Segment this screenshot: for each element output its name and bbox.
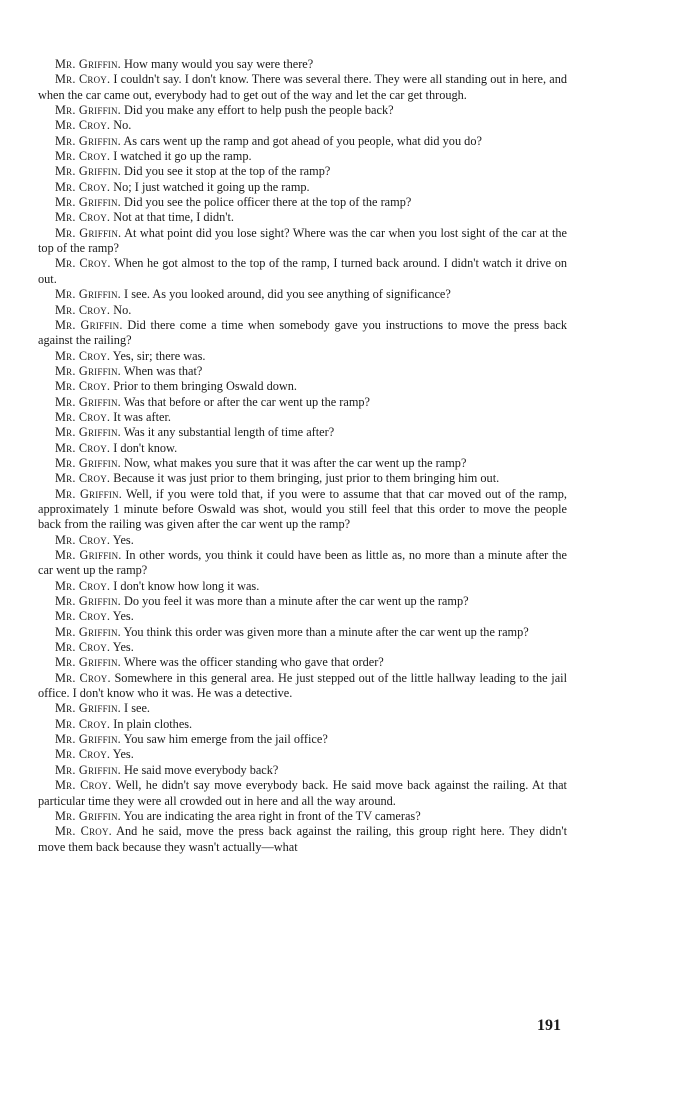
statement-text: Now, what makes you sure that it was after the car went up the ramp? (124, 455, 467, 470)
statement-text: In other words, you think it could have been as little as, no more than a minute after the car went up the ramp? (38, 548, 568, 578)
speaker-name: Mr. Croy. (55, 640, 111, 655)
statement-text: Did you make any effort to help push the people back? (124, 103, 394, 118)
statement-text: I couldn't say. I don't know. There was several there. They were all standing out in here, and when the car came out, everybody had to get out of the way and let the car get through. (38, 72, 567, 102)
speaker-name: Mr. Griffin. (55, 425, 121, 440)
testimony-paragraph (38, 809, 567, 824)
statement-text: Was it any substantial length of time after? (123, 425, 335, 440)
testimony-paragraph (38, 732, 567, 747)
testimony-paragraph (38, 471, 567, 486)
speaker-name: Mr. Griffin. (55, 317, 123, 332)
testimony-paragraph (38, 410, 567, 425)
statement-text: As cars went up the ramp and got ahead of you people, what did you do? (123, 133, 482, 148)
statement-text: Yes. (112, 532, 134, 547)
statement-text: I don't know how long it was. (113, 578, 260, 593)
speaker-name: Mr. Griffin. (55, 762, 121, 777)
statement-text: Yes. (112, 747, 134, 762)
testimony-paragraph (38, 379, 567, 394)
speaker-name: Mr. Griffin. (55, 732, 121, 747)
speaker-name: Mr. Griffin. (55, 287, 121, 302)
speaker-name: Mr. Croy. (55, 440, 111, 455)
statement-text: You saw him emerge from the jail office? (123, 732, 328, 747)
statement-text: Well, if you were told that, if you were to assume that that car moved out of the ramp, approximately 1 minute before Oswald was shot, would you still feel that this order to move the people back from the railing was given after the car went up the ramp? (38, 486, 567, 532)
statement-text: Prior to them bringing Oswald down. (113, 379, 298, 394)
speaker-name: Mr. Croy. (55, 532, 111, 547)
statement-text: I see. (124, 701, 150, 716)
testimony-paragraph (38, 640, 567, 655)
speaker-name: Mr. Griffin. (55, 225, 122, 240)
speaker-name: Mr. Griffin. (55, 57, 121, 71)
speaker-name: Mr. Croy. (55, 609, 111, 624)
speaker-name: Mr. Croy. (55, 824, 112, 839)
testimony-paragraph (38, 425, 567, 440)
statement-text: Yes. (112, 640, 134, 655)
speaker-name: Mr. Croy. (55, 72, 111, 87)
testimony-paragraph (38, 763, 567, 778)
speaker-name: Mr. Croy. (55, 747, 111, 762)
speaker-name: Mr. Griffin. (55, 808, 121, 823)
testimony-paragraph (38, 180, 567, 195)
speaker-name: Mr. Griffin. (55, 363, 121, 378)
testimony-text (38, 57, 567, 855)
speaker-name: Mr. Griffin. (55, 701, 121, 716)
speaker-name: Mr. Griffin. (55, 548, 122, 562)
testimony-paragraph (38, 149, 567, 164)
speaker-name: Mr. Croy. (55, 778, 112, 793)
statement-text: How many would you say were there? (124, 57, 314, 71)
speaker-name: Mr. Croy. (55, 409, 111, 424)
speaker-name: Mr. Croy. (55, 670, 111, 685)
speaker-name: Mr. Croy. (55, 149, 111, 164)
testimony-paragraph (38, 287, 567, 302)
speaker-name: Mr. Griffin. (55, 486, 123, 501)
testimony-paragraph (38, 256, 567, 287)
statement-text: He said move everybody back? (124, 762, 279, 777)
statement-text: Do you feel it was more than a minute after the car went up the ramp? (124, 594, 469, 609)
speaker-name: Mr. Croy. (55, 118, 111, 133)
speaker-name: Mr. Croy. (55, 379, 111, 394)
statement-text: Did there come a time when somebody gave you instructions to move the press back against the railing? (38, 317, 568, 348)
speaker-name: Mr. Griffin. (55, 394, 121, 409)
testimony-paragraph (38, 318, 567, 349)
testimony-paragraph (38, 195, 567, 210)
testimony-paragraph (38, 655, 567, 670)
speaker-name: Mr. Croy. (55, 256, 111, 271)
testimony-paragraph (38, 824, 567, 855)
testimony-paragraph (38, 487, 567, 533)
testimony-paragraph (38, 609, 567, 624)
speaker-name: Mr. Griffin. (55, 624, 121, 639)
testimony-paragraph (38, 778, 567, 809)
testimony-paragraph (38, 364, 567, 379)
speaker-name: Mr. Croy. (55, 179, 111, 194)
testimony-paragraph (38, 717, 567, 732)
testimony-paragraph (38, 395, 567, 410)
statement-text: Yes, sir; there was. (112, 348, 206, 363)
testimony-paragraph (38, 701, 567, 716)
speaker-name: Mr. Griffin. (55, 594, 121, 609)
testimony-paragraph (38, 594, 567, 609)
statement-text: At what point did you lose sight? Where was the car when you lost sight of the car at the top of the ramp? (38, 225, 567, 256)
speaker-name: Mr. Croy. (55, 578, 111, 593)
statement-text: Yes. (112, 609, 134, 624)
testimony-paragraph (38, 456, 567, 471)
speaker-name: Mr. Croy. (55, 210, 111, 225)
statement-text: Well, he didn't say move everybody back. He said move back against the railing. At that particular time they were all crowded out in here and all the way around. (38, 778, 567, 808)
statement-text: Somewhere in this general area. He just stepped out of the little hallway leading to the jail office. I don't know who it was. He was a detective. (38, 670, 568, 701)
statement-text: I don't know. (113, 440, 178, 455)
speaker-name: Mr. Griffin. (55, 103, 121, 118)
statement-text: Not at that time, I didn't. (113, 210, 234, 225)
statement-text: And he said, move the press back against the railing, this group right here. They didn't move them back because they wasn't actually—what (38, 824, 567, 854)
page-number: 191 (537, 1017, 561, 1034)
statement-text: You think this order was given more than a minute after the car went up the ramp? (123, 624, 529, 639)
statement-text: No. (113, 302, 132, 317)
statement-text: I watched it go up the ramp. (113, 149, 252, 164)
testimony-paragraph (38, 303, 567, 318)
testimony-paragraph (38, 533, 567, 548)
testimony-paragraph (38, 548, 567, 579)
statement-text: No; I just watched it going up the ramp. (113, 179, 310, 194)
testimony-paragraph (38, 164, 567, 179)
testimony-paragraph (38, 625, 567, 640)
testimony-paragraph (38, 226, 567, 257)
speaker-name: Mr. Griffin. (55, 133, 121, 148)
statement-text: Was that before or after the car went up the ramp? (123, 394, 371, 409)
statement-text: It was after. (113, 409, 171, 424)
testimony-paragraph (38, 103, 567, 118)
testimony-paragraph (38, 118, 567, 133)
speaker-name: Mr. Croy. (55, 716, 111, 731)
speaker-name: Mr. Griffin. (55, 655, 121, 670)
testimony-paragraph (38, 72, 567, 103)
statement-text: No. (113, 118, 132, 133)
testimony-paragraph (38, 441, 567, 456)
testimony-paragraph (38, 747, 567, 762)
testimony-paragraph (38, 57, 567, 72)
speaker-name: Mr. Croy. (55, 471, 111, 486)
statement-text: When he got almost to the top of the ramp, I turned back around. I didn't watch it drive on out. (38, 256, 567, 286)
speaker-name: Mr. Griffin. (55, 455, 121, 470)
testimony-paragraph (38, 210, 567, 225)
speaker-name: Mr. Croy. (55, 348, 111, 363)
statement-text: In plain clothes. (113, 716, 193, 731)
speaker-name: Mr. Griffin. (55, 164, 121, 179)
testimony-paragraph (38, 671, 567, 702)
speaker-name: Mr. Griffin. (55, 195, 121, 210)
statement-text: I see. As you looked around, did you see anything of significance? (124, 287, 451, 302)
statement-text: Where was the officer standing who gave that order? (123, 655, 384, 670)
testimony-paragraph (38, 579, 567, 594)
testimony-paragraph (38, 349, 567, 364)
statement-text: You are indicating the area right in front of the TV cameras? (123, 808, 421, 823)
statement-text: Because it was just prior to them bringing, just prior to them bringing him out. (113, 471, 500, 486)
statement-text: Did you see the police officer there at the top of the ramp? (124, 195, 412, 210)
testimony-paragraph (38, 134, 567, 149)
speaker-name: Mr. Croy. (55, 302, 111, 317)
statement-text: When was that? (123, 363, 203, 378)
statement-text: Did you see it stop at the top of the ramp? (124, 164, 331, 179)
